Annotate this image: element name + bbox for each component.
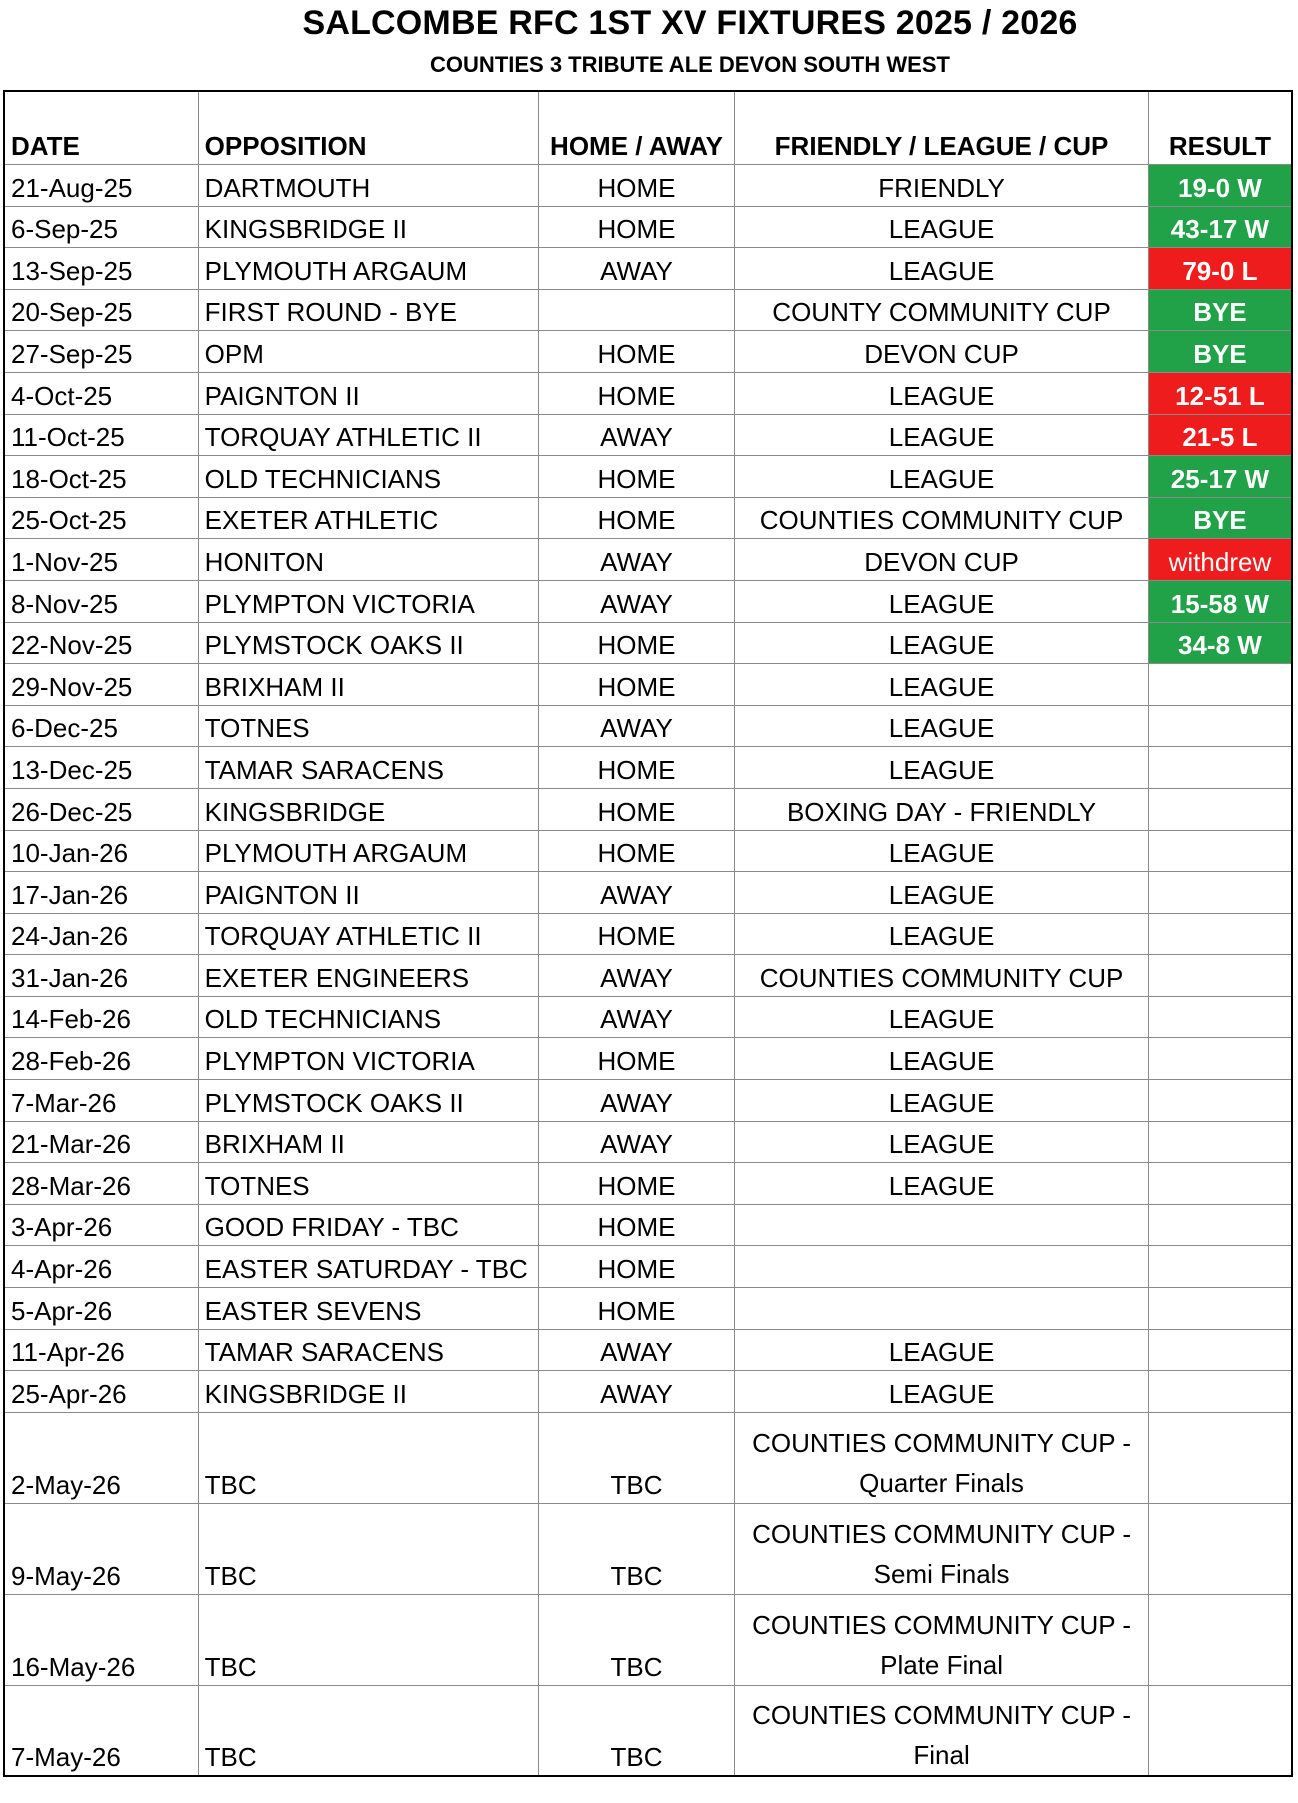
- fixture-date: 1-Nov-25: [4, 539, 198, 581]
- fixture-competition: DEVON CUP: [735, 331, 1149, 373]
- fixture-competition: LEAGUE: [735, 456, 1149, 498]
- fixture-competition: LEAGUE: [735, 1121, 1149, 1163]
- fixture-result: 21-5 L: [1148, 414, 1292, 456]
- fixture-date: 16-May-26: [4, 1594, 198, 1685]
- fixture-result: [1148, 1038, 1292, 1080]
- fixture-home-away: AWAY: [538, 955, 734, 997]
- fixture-opposition: KINGSBRIDGE II: [198, 1371, 538, 1413]
- fixture-home-away: [538, 289, 734, 331]
- fixture-home-away: HOME: [538, 1246, 734, 1288]
- fixture-home-away: AWAY: [538, 1121, 734, 1163]
- fixture-home-away: HOME: [538, 456, 734, 498]
- table-row: [4, 1412, 1292, 1503]
- fixture-home-away: HOME: [538, 747, 734, 789]
- table-header-row: [4, 91, 1292, 165]
- table-row: [4, 165, 1292, 207]
- fixture-result: [1148, 1246, 1292, 1288]
- fixture-competition: LEAGUE: [735, 747, 1149, 789]
- fixture-result: [1148, 913, 1292, 955]
- fixture-opposition: HONITON: [198, 539, 538, 581]
- fixture-competition: LEAGUE: [735, 580, 1149, 622]
- fixture-competition: LEAGUE: [735, 1163, 1149, 1205]
- fixture-competition: BOXING DAY - FRIENDLY: [735, 788, 1149, 830]
- table-row: [4, 1038, 1292, 1080]
- fixture-date: 3-Apr-26: [4, 1204, 198, 1246]
- fixture-home-away: TBC: [538, 1503, 734, 1594]
- fixture-opposition: PLYMOUTH ARGAUM: [198, 830, 538, 872]
- fixture-date: 14-Feb-26: [4, 996, 198, 1038]
- fixture-result: [1148, 830, 1292, 872]
- column-header-home-away: HOME / AWAY: [538, 91, 734, 165]
- table-row: [4, 1121, 1292, 1163]
- fixture-result: 79-0 L: [1148, 248, 1292, 290]
- fixtures-table: [3, 90, 1293, 1777]
- table-row: [4, 289, 1292, 331]
- fixture-result: BYE: [1148, 289, 1292, 331]
- fixture-result: [1148, 1412, 1292, 1503]
- table-row: [4, 414, 1292, 456]
- fixture-result: [1148, 664, 1292, 706]
- table-row: [4, 539, 1292, 581]
- table-row: [4, 955, 1292, 997]
- fixture-result: [1148, 996, 1292, 1038]
- fixture-competition: [735, 1503, 1149, 1594]
- fixture-home-away: HOME: [538, 1288, 734, 1330]
- fixture-result: [1148, 1594, 1292, 1685]
- fixture-competition: LEAGUE: [735, 206, 1149, 248]
- table-row: [4, 830, 1292, 872]
- fixture-opposition: OLD TECHNICIANS: [198, 996, 538, 1038]
- fixture-date: 4-Apr-26: [4, 1246, 198, 1288]
- table-row: [4, 664, 1292, 706]
- fixture-opposition: KINGSBRIDGE II: [198, 206, 538, 248]
- fixture-date: 13-Sep-25: [4, 248, 198, 290]
- fixture-home-away: HOME: [538, 1204, 734, 1246]
- fixture-result: 12-51 L: [1148, 372, 1292, 414]
- fixture-date: 28-Feb-26: [4, 1038, 198, 1080]
- fixture-home-away: AWAY: [538, 539, 734, 581]
- column-header-date: DATE: [4, 91, 198, 165]
- fixture-date: 10-Jan-26: [4, 830, 198, 872]
- fixture-date: 29-Nov-25: [4, 664, 198, 706]
- fixture-result: [1148, 872, 1292, 914]
- fixture-opposition: PLYMSTOCK OAKS II: [198, 622, 538, 664]
- fixture-opposition: PAIGNTON II: [198, 872, 538, 914]
- table-row: [4, 1329, 1292, 1371]
- table-row: [4, 372, 1292, 414]
- table-row: [4, 872, 1292, 914]
- fixture-competition: COUNTIES COMMUNITY CUP: [735, 955, 1149, 997]
- fixture-competition: COUNTIES COMMUNITY CUP: [735, 497, 1149, 539]
- fixture-competition: DEVON CUP: [735, 539, 1149, 581]
- fixture-home-away: HOME: [538, 788, 734, 830]
- fixture-competition: LEAGUE: [735, 705, 1149, 747]
- fixture-opposition: FIRST ROUND - BYE: [198, 289, 538, 331]
- fixture-opposition: EXETER ENGINEERS: [198, 955, 538, 997]
- fixture-date: 11-Apr-26: [4, 1329, 198, 1371]
- table-row: [4, 1080, 1292, 1122]
- fixture-opposition: PAIGNTON II: [198, 372, 538, 414]
- fixture-result: BYE: [1148, 497, 1292, 539]
- table-row: [4, 747, 1292, 789]
- fixture-competition: [735, 1246, 1149, 1288]
- fixture-competition-line-1: COUNTIES COMMUNITY CUP -: [752, 1427, 1132, 1458]
- table-row: [4, 1594, 1292, 1685]
- fixture-opposition: GOOD FRIDAY - TBC: [198, 1204, 538, 1246]
- fixture-competition-line-1: COUNTIES COMMUNITY CUP -: [752, 1609, 1132, 1640]
- fixture-result: [1148, 705, 1292, 747]
- fixture-date: 20-Sep-25: [4, 289, 198, 331]
- fixture-date: 7-May-26: [4, 1685, 198, 1776]
- fixture-opposition: OPM: [198, 331, 538, 373]
- page-subtitle: COUNTIES 3 TRIBUTE ALE DEVON SOUTH WEST: [430, 52, 950, 77]
- fixture-competition-line-2: Semi Finals: [873, 1558, 1010, 1589]
- fixture-home-away: TBC: [538, 1412, 734, 1503]
- fixture-opposition: TORQUAY ATHLETIC II: [198, 913, 538, 955]
- fixture-competition: LEAGUE: [735, 913, 1149, 955]
- fixture-date: 24-Jan-26: [4, 913, 198, 955]
- fixture-date: 21-Mar-26: [4, 1121, 198, 1163]
- fixture-opposition: TAMAR SARACENS: [198, 747, 538, 789]
- column-header-opposition: OPPOSITION: [198, 91, 538, 165]
- fixture-competition-line-2: Plate Final: [880, 1649, 1003, 1680]
- table-row: [4, 331, 1292, 373]
- fixture-opposition: DARTMOUTH: [198, 165, 538, 207]
- fixture-opposition: EASTER SATURDAY - TBC: [198, 1246, 538, 1288]
- fixture-date: 21-Aug-25: [4, 165, 198, 207]
- fixture-competition-line-1: COUNTIES COMMUNITY CUP -: [752, 1700, 1132, 1731]
- fixture-opposition: BRIXHAM II: [198, 1121, 538, 1163]
- fixture-result: 34-8 W: [1148, 622, 1292, 664]
- fixture-result: [1148, 747, 1292, 789]
- fixture-competition: LEAGUE: [735, 996, 1149, 1038]
- column-header-type: FRIENDLY / LEAGUE / CUP: [735, 91, 1149, 165]
- fixture-date: 8-Nov-25: [4, 580, 198, 622]
- fixture-date: 7-Mar-26: [4, 1080, 198, 1122]
- fixture-result: 15-58 W: [1148, 580, 1292, 622]
- table-row: [4, 1288, 1292, 1330]
- fixture-result: [1148, 1685, 1292, 1776]
- fixture-date: 18-Oct-25: [4, 456, 198, 498]
- fixture-result: [1148, 1503, 1292, 1594]
- table-row: [4, 580, 1292, 622]
- fixture-opposition: TOTNES: [198, 1163, 538, 1205]
- fixture-date: 25-Apr-26: [4, 1371, 198, 1413]
- fixture-home-away: AWAY: [538, 1329, 734, 1371]
- table-row: [4, 1163, 1292, 1205]
- fixture-result: BYE: [1148, 331, 1292, 373]
- table-row: [4, 788, 1292, 830]
- table-row: [4, 622, 1292, 664]
- fixture-date: 13-Dec-25: [4, 747, 198, 789]
- fixture-home-away: AWAY: [538, 1080, 734, 1122]
- fixture-competition: LEAGUE: [735, 372, 1149, 414]
- fixture-opposition: TOTNES: [198, 705, 538, 747]
- fixture-opposition: KINGSBRIDGE: [198, 788, 538, 830]
- fixture-competition: FRIENDLY: [735, 165, 1149, 207]
- fixture-date: 26-Dec-25: [4, 788, 198, 830]
- fixture-competition: [735, 1685, 1149, 1776]
- fixture-home-away: HOME: [538, 913, 734, 955]
- table-row: [4, 913, 1292, 955]
- fixture-date: 2-May-26: [4, 1412, 198, 1503]
- fixture-home-away: HOME: [538, 1038, 734, 1080]
- fixture-date: 11-Oct-25: [4, 414, 198, 456]
- fixture-date: 9-May-26: [4, 1503, 198, 1594]
- fixture-result: withdrew: [1148, 539, 1292, 581]
- fixture-competition: LEAGUE: [735, 248, 1149, 290]
- fixture-result: [1148, 1288, 1292, 1330]
- fixture-competition: LEAGUE: [735, 414, 1149, 456]
- fixture-competition: [735, 1288, 1149, 1330]
- fixture-home-away: AWAY: [538, 1371, 734, 1413]
- fixture-competition: LEAGUE: [735, 872, 1149, 914]
- fixture-competition: LEAGUE: [735, 1038, 1149, 1080]
- fixture-opposition: EXETER ATHLETIC: [198, 497, 538, 539]
- fixture-opposition: TAMAR SARACENS: [198, 1329, 538, 1371]
- fixture-result: [1148, 1371, 1292, 1413]
- fixture-home-away: HOME: [538, 372, 734, 414]
- fixtures-body: [4, 165, 1292, 1777]
- fixture-home-away: HOME: [538, 830, 734, 872]
- fixture-result: [1148, 1204, 1292, 1246]
- fixture-result: [1148, 1163, 1292, 1205]
- fixture-home-away: HOME: [538, 331, 734, 373]
- fixture-competition: [735, 1594, 1149, 1685]
- table-row: [4, 248, 1292, 290]
- fixture-home-away: HOME: [538, 664, 734, 706]
- fixture-competition: LEAGUE: [735, 830, 1149, 872]
- fixture-date: 17-Jan-26: [4, 872, 198, 914]
- table-row: [4, 456, 1292, 498]
- fixture-home-away: HOME: [538, 206, 734, 248]
- fixture-competition-line-1: COUNTIES COMMUNITY CUP -: [752, 1518, 1132, 1549]
- table-row: [4, 705, 1292, 747]
- fixture-date: 6-Sep-25: [4, 206, 198, 248]
- fixture-result: 19-0 W: [1148, 165, 1292, 207]
- fixture-date: 28-Mar-26: [4, 1163, 198, 1205]
- fixture-opposition: BRIXHAM II: [198, 664, 538, 706]
- fixture-home-away: HOME: [538, 622, 734, 664]
- fixture-result: 25-17 W: [1148, 456, 1292, 498]
- fixture-home-away: TBC: [538, 1685, 734, 1776]
- fixture-home-away: AWAY: [538, 580, 734, 622]
- fixture-opposition: TBC: [198, 1594, 538, 1685]
- table-row: [4, 206, 1292, 248]
- fixture-home-away: HOME: [538, 165, 734, 207]
- table-row: [4, 1685, 1292, 1776]
- fixture-competition: LEAGUE: [735, 1329, 1149, 1371]
- fixture-result: [1148, 788, 1292, 830]
- fixture-date: 22-Nov-25: [4, 622, 198, 664]
- column-header-result: RESULT: [1148, 91, 1292, 165]
- fixture-competition-line-2: Quarter Finals: [859, 1467, 1024, 1498]
- fixture-competition: LEAGUE: [735, 664, 1149, 706]
- table-row: [4, 497, 1292, 539]
- fixture-result: [1148, 1121, 1292, 1163]
- fixture-date: 31-Jan-26: [4, 955, 198, 997]
- fixture-competition: [735, 1412, 1149, 1503]
- fixture-opposition: TBC: [198, 1412, 538, 1503]
- fixture-result: [1148, 1329, 1292, 1371]
- table-row: [4, 1503, 1292, 1594]
- fixture-result: [1148, 1080, 1292, 1122]
- table-row: [4, 1246, 1292, 1288]
- fixture-opposition: TBC: [198, 1685, 538, 1776]
- fixture-result: 43-17 W: [1148, 206, 1292, 248]
- fixture-home-away: AWAY: [538, 705, 734, 747]
- fixture-opposition: TBC: [198, 1503, 538, 1594]
- fixture-opposition: PLYMPTON VICTORIA: [198, 1038, 538, 1080]
- fixture-competition: [735, 1204, 1149, 1246]
- fixture-date: 27-Sep-25: [4, 331, 198, 373]
- fixture-home-away: AWAY: [538, 414, 734, 456]
- fixture-home-away: AWAY: [538, 996, 734, 1038]
- fixture-opposition: EASTER SEVENS: [198, 1288, 538, 1330]
- fixture-home-away: AWAY: [538, 248, 734, 290]
- fixture-date: 6-Dec-25: [4, 705, 198, 747]
- fixture-home-away: TBC: [538, 1594, 734, 1685]
- fixture-opposition: PLYMPTON VICTORIA: [198, 580, 538, 622]
- fixture-competition: LEAGUE: [735, 1080, 1149, 1122]
- fixture-date: 25-Oct-25: [4, 497, 198, 539]
- fixture-opposition: TORQUAY ATHLETIC II: [198, 414, 538, 456]
- fixture-opposition: OLD TECHNICIANS: [198, 456, 538, 498]
- fixture-home-away: AWAY: [538, 872, 734, 914]
- fixture-home-away: HOME: [538, 497, 734, 539]
- fixture-competition: LEAGUE: [735, 1371, 1149, 1413]
- fixture-date: 5-Apr-26: [4, 1288, 198, 1330]
- fixture-opposition: PLYMSTOCK OAKS II: [198, 1080, 538, 1122]
- fixture-date: 4-Oct-25: [4, 372, 198, 414]
- fixture-home-away: HOME: [538, 1163, 734, 1205]
- page-title: SALCOMBE RFC 1ST XV FIXTURES 2025 / 2026: [302, 4, 1078, 42]
- fixture-competition: COUNTY COMMUNITY CUP: [735, 289, 1149, 331]
- table-row: [4, 1204, 1292, 1246]
- fixture-result: [1148, 955, 1292, 997]
- fixture-opposition: PLYMOUTH ARGAUM: [198, 248, 538, 290]
- table-row: [4, 996, 1292, 1038]
- fixture-competition: LEAGUE: [735, 622, 1149, 664]
- table-row: [4, 1371, 1292, 1413]
- fixture-competition-line-2: Final: [913, 1740, 970, 1771]
